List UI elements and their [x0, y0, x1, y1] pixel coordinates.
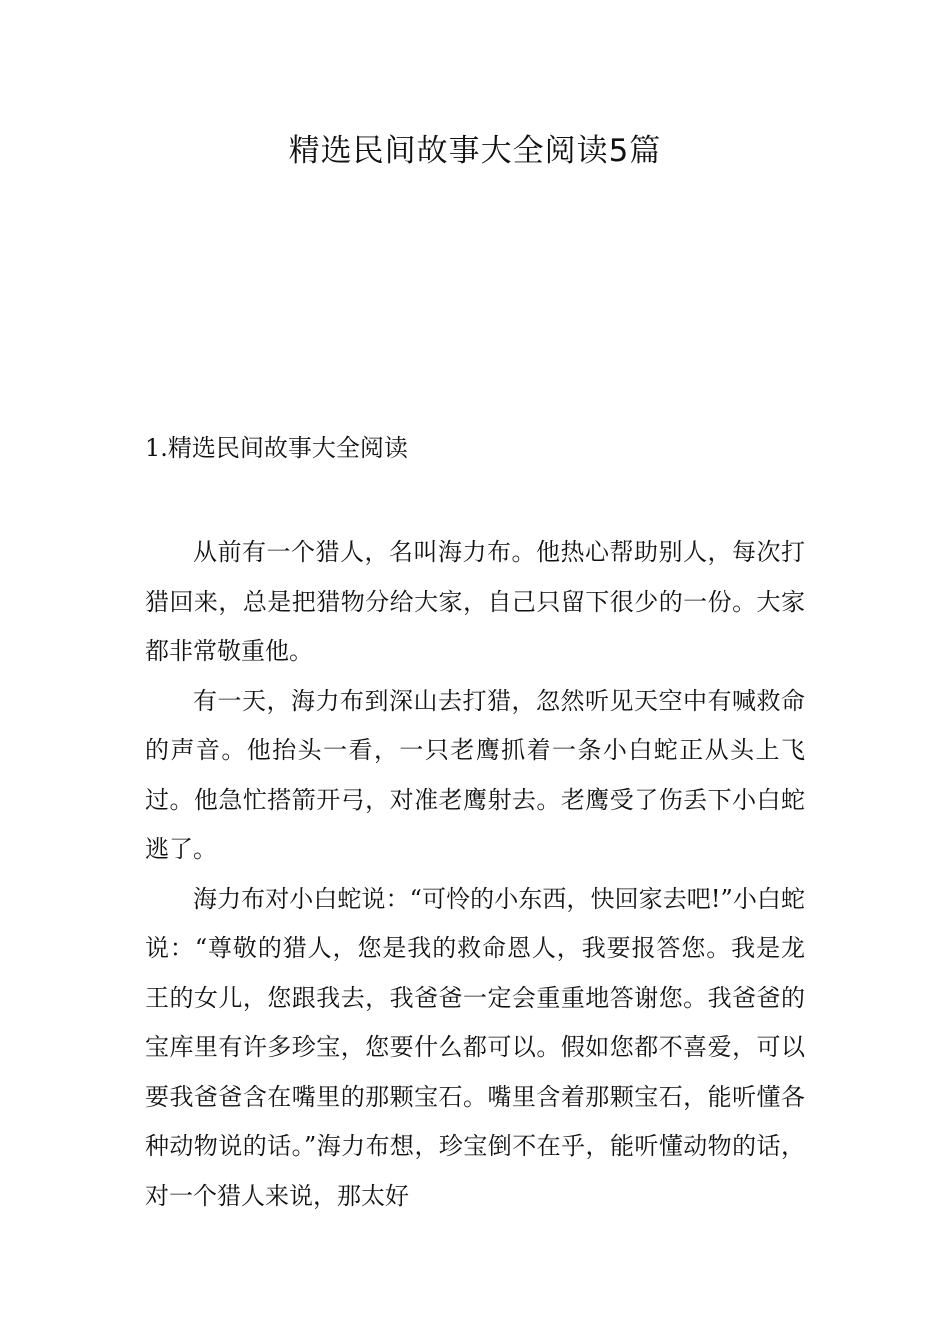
body-text [145, 528, 805, 1221]
paragraph-1: 从前有一个猎人，名叫海力布。他热心帮助别人，每次打猎回来，总是把猎物分给大家，自己只留下很少的一份。大家都非常敬重他。 [145, 538, 805, 665]
paragraph-3: 海力布对小白蛇说：“可怜的小东西，快回家去吧!”小白蛇说：“尊敬的猎人，您是我的救命恩人，我要报答您。我是龙王的女儿，您跟我去，我爸爸一定会重重地答谢您。我爸爸的宝库里有许多珍宝，您要什么都可以。假如您都不喜爱，可以要我爸爸含在嘴里的那颗宝石。嘴里含着那颗宝石，能听懂各种动物说的话。”海力布想，珍宝倒不在乎，能听懂动物的话，对一个猎人来说，那太好 [145, 884, 805, 1210]
section-heading: 1.精选民间故事大全阅读 [145, 434, 408, 462]
paragraph-2: 有一天，海力布到深山去打猎，忽然听见天空中有喊救命的声音。他抬头一看，一只老鹰抓着一条小白蛇正从头上飞过。他急忙搭箭开弓，对准老鹰射去。老鹰受了伤丢下小白蛇逃了。 [145, 686, 805, 863]
document-title: 精选民间故事大全阅读5篇 [288, 133, 662, 169]
